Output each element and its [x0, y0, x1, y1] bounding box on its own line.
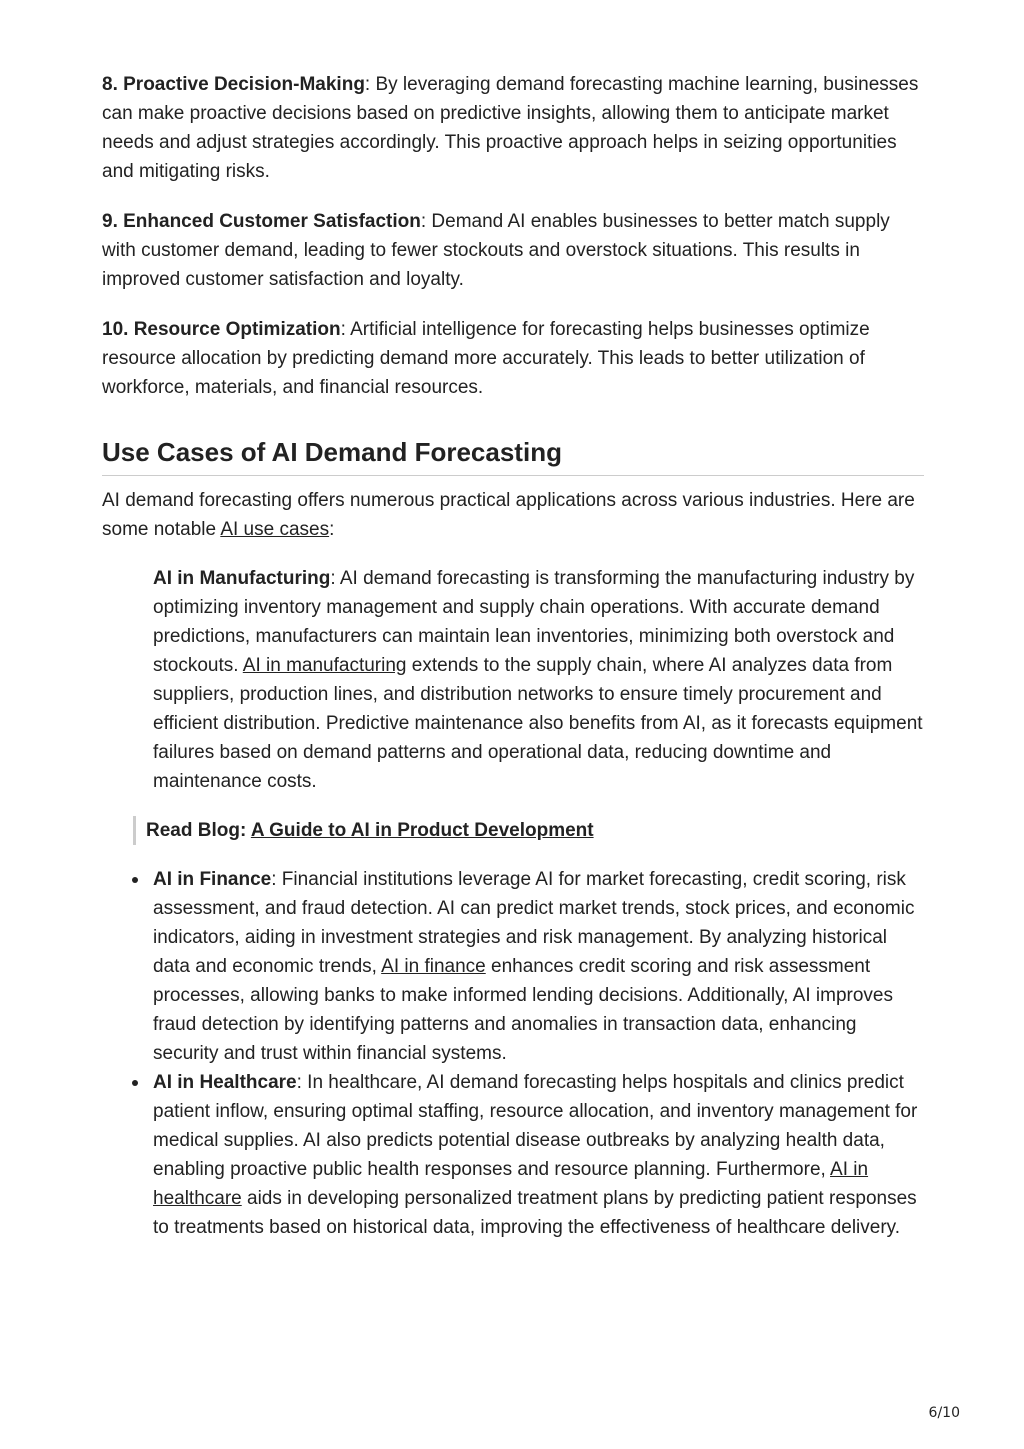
bullet-dot-icon — [132, 1080, 138, 1086]
healthcare-text-start: : In healthcare, AI demand forecasting helps hospitals and clinics predict patient inflow, ensuring optimal staffing, resource allocation, and inventory management for medical supplies. AI also predicts potential disease outbreaks by analyzing health data, enabling proactive public health responses and resource planning. Furthermore, — [153, 1072, 918, 1180]
ai-use-cases-link[interactable]: AI use cases — [220, 519, 330, 540]
intro-text: AI demand forecasting offers numerous practical applications across various industries. Here are some notable — [102, 490, 915, 540]
healthcare-title: AI in Healthcare — [153, 1072, 297, 1093]
section-heading: Use Cases of AI Demand Forecasting — [102, 435, 924, 476]
benefit-8-paragraph — [102, 70, 924, 186]
read-blog-link[interactable]: A Guide to AI in Product Development — [250, 820, 594, 841]
benefit-10-title: 10. Resource Optimization — [102, 319, 341, 340]
benefit-9-title: 9. Enhanced Customer Satisfaction — [102, 211, 421, 232]
benefit-10-paragraph — [102, 315, 924, 402]
read-blog-callout — [133, 816, 924, 845]
benefit-9-text: : Demand AI enables businesses to better match supply with customer demand, leading to fewer stockouts and overstock situations. This results in improved customer satisfaction and loyalty. — [102, 211, 890, 290]
manufacturing-title: AI in Manufacturing — [153, 568, 331, 589]
healthcare-text-end: aids in developing personalized treatment plans by predicting patient responses to treatments based on historical data, improving the effectiveness of healthcare delivery. — [153, 1188, 917, 1238]
manufacturing-text-start: : AI demand forecasting is transforming the manufacturing industry by optimizing inventory management and supply chain operations. With accurate demand predictions, manufacturers can maintain lean inventories, minimizing both overstock and stockouts. — [153, 568, 915, 676]
intro-colon: : — [329, 519, 335, 540]
list-item-finance — [153, 865, 924, 1068]
manufacturing-text-end: extends to the supply chain, where AI analyzes data from suppliers, production lines, and distribution networks to ensure timely procurement and efficient distribution. Predictive maintenance also benefits from AI, as it forecasts equipment failures based on demand patterns and operational data, reducing downtime and maintenance costs. — [153, 655, 923, 792]
document-page — [102, 70, 924, 1242]
benefit-8-text: : By leveraging demand forecasting machine learning, businesses can make proactive decisions based on predictive insights, allowing them to anticipate market needs and adjust strategies accordingly. This proactive approach helps in seizing opportunities and mitigating risks. — [102, 74, 919, 182]
ai-in-finance-link[interactable]: AI in finance — [381, 956, 486, 977]
finance-text-start: : Financial institutions leverage AI for market forecasting, credit scoring, risk assessment, and fraud detection. AI can predict market trends, stock prices, and economic indicators, aiding in investment strategies and risk management. By analyzing historical data and economic trends, — [153, 869, 915, 977]
ai-in-manufacturing-link[interactable]: AI in manufacturing — [242, 655, 407, 676]
benefit-9-paragraph — [102, 207, 924, 294]
bullet-dot-icon — [132, 877, 138, 883]
list-item-healthcare — [153, 1068, 924, 1242]
read-blog-label: Read Blog: — [146, 820, 251, 841]
benefit-8-title: 8. Proactive Decision-Making — [102, 74, 365, 95]
finance-text-end: enhances credit scoring and risk assessment processes, allowing banks to make informed lending decisions. Additionally, AI improves fraud detection by identifying patterns and anomalies in transaction data, enhancing security and trust within financial systems. — [153, 956, 893, 1064]
benefit-10-text: : Artificial intelligence for forecasting helps businesses optimize resource allocation by predicting demand more accurately. This leads to better utilization of workforce, materials, and financial resources. — [102, 319, 870, 398]
use-case-list — [102, 865, 924, 1242]
ai-in-healthcare-link[interactable]: AI in healthcare — [153, 1159, 869, 1209]
page-number: 6/10 — [928, 1405, 960, 1421]
finance-title: AI in Finance — [153, 869, 272, 890]
section-intro — [102, 486, 924, 544]
manufacturing-paragraph — [153, 564, 924, 796]
